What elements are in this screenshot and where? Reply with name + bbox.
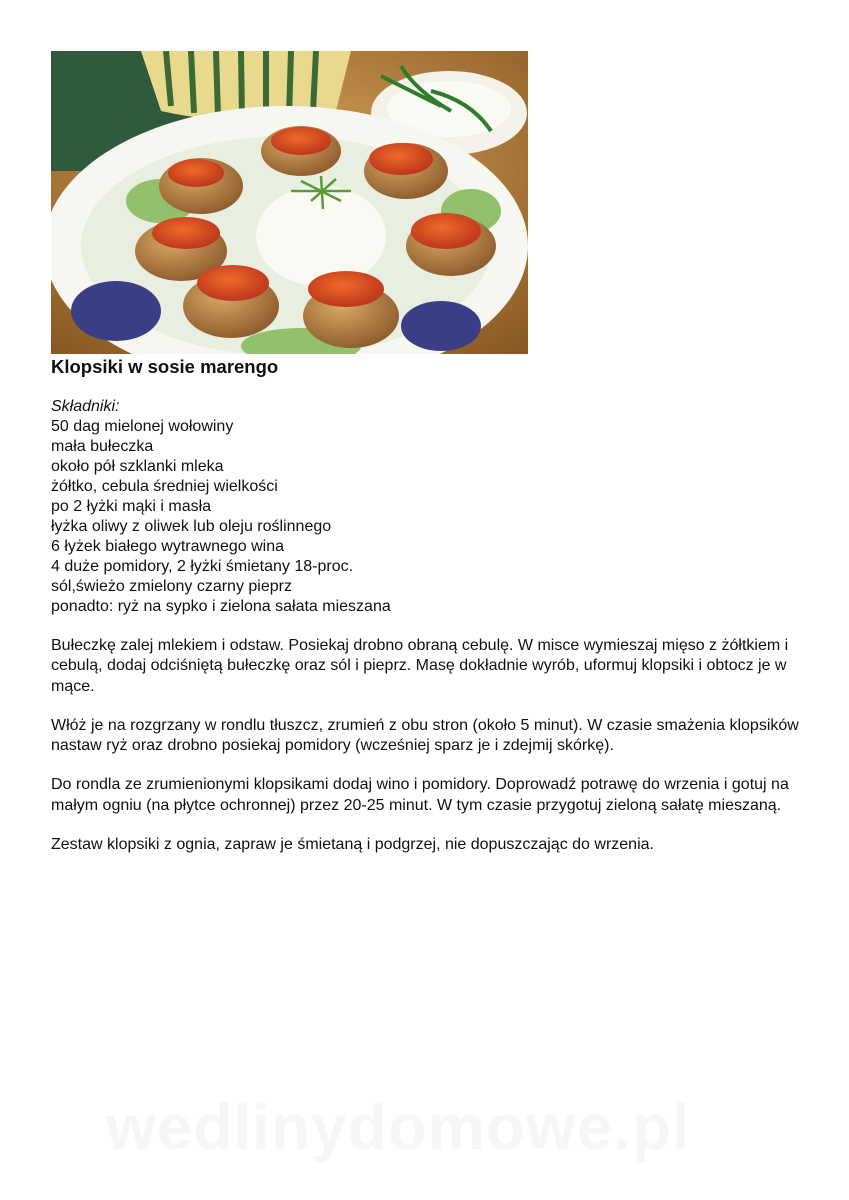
step-paragraph: Włóż je na rozgrzany w rondlu tłuszcz, zrumień z obu stron (około 5 minut). W czasie smażenia klopsików nastaw ryż oraz drobno posiekaj pomidory (wcześniej sparz je i zdejmij skórkę).: [51, 716, 799, 755]
ingredient-line: około pół szklanki mleka: [51, 458, 224, 475]
ingredient-line: łyżka oliwy z oliwek lub oleju roślinnego: [51, 518, 332, 535]
ingredients-section: [51, 397, 391, 617]
recipe-photo: [51, 51, 528, 354]
ingredient-line: 50 dag mielonej wołowiny: [51, 418, 234, 435]
step-paragraph: Zestaw klopsiki z ognia, zapraw je śmietaną i podgrzej, nie dopuszczając do wrzenia.: [51, 836, 654, 854]
step-paragraph: Do rondla ze zrumienionymi klopsikami dodaj wino i pomidory. Doprowadź potrawę do wrzenia i gotuj na małym ogniu (na płytce ochronnej) przez 20-25 minut. W tym czasie przygotuj zieloną sałatę mieszaną.: [51, 776, 789, 814]
ingredient-line: mała bułeczka: [51, 438, 154, 455]
ingredient-line: 4 duże pomidory, 2 łyżki śmietany 18-proc.: [51, 558, 354, 575]
watermark: wedlinydomowe.pl: [106, 1091, 691, 1163]
ingredient-line: po 2 łyżki mąki i masła: [51, 498, 212, 515]
ingredient-line: żółtko, cebula średniej wielkości: [51, 478, 278, 495]
ingredients-heading: Składniki:: [51, 398, 120, 415]
step-paragraph: Bułeczkę zalej mlekiem i odstaw. Posiekaj drobno obraną cebulę. W misce wymieszaj mięso z żółtkiem i cebulą, dodaj odciśniętą bułeczkę oraz sól i pieprz. Masę dokładnie wyrób, uformuj klopsiki i obtocz je w mące.: [51, 637, 789, 695]
ingredient-line: sól,świeżo zmielony czarny pieprz: [51, 578, 292, 595]
preparation-steps: [51, 636, 801, 874]
ingredient-line: 6 łyżek białego wytrawnego wina: [51, 538, 285, 555]
ingredient-line: ponadto: ryż na sypko i zielona sałata mieszana: [51, 598, 391, 615]
recipe-title: Klopsiki w sosie marengo: [51, 356, 279, 377]
